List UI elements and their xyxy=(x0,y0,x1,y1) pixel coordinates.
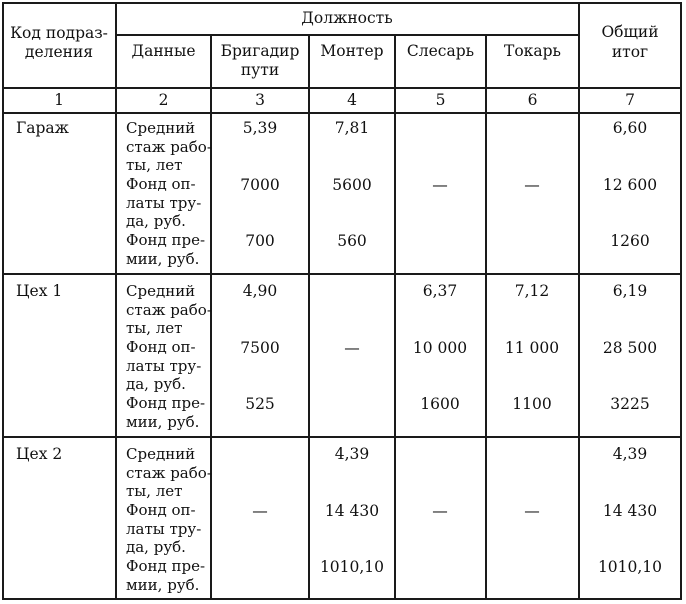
rule-group-2-bottom xyxy=(2,436,682,438)
table-cell: 525 xyxy=(245,395,275,413)
header-position-slesar: Слесарь xyxy=(406,42,475,60)
table-cell: 4,39 xyxy=(612,445,648,463)
rule-header-bottom xyxy=(2,87,682,89)
group-code: Цех 2 xyxy=(16,445,63,463)
table-cell: 28 500 xyxy=(602,339,658,357)
column-number: 7 xyxy=(625,91,635,109)
header-position-monter: Монтер xyxy=(320,42,384,60)
header-data: Данные xyxy=(131,42,196,60)
table-cell: 6,37 xyxy=(422,282,458,300)
rule-right xyxy=(680,2,682,600)
metric-label: Фонд оп- латы тру- да, руб. xyxy=(126,338,202,394)
metric-label: Фонд пре- мии, руб. xyxy=(126,394,206,431)
table-cell: 14 430 xyxy=(324,502,380,520)
table-cell: 1100 xyxy=(512,395,552,413)
table-cell: 11 000 xyxy=(504,339,560,357)
table-cell: 14 430 xyxy=(602,502,658,520)
table-cell: 10 000 xyxy=(412,339,468,357)
column-number: 2 xyxy=(158,91,169,109)
rule-position-group xyxy=(115,34,578,36)
rule-colnum-bottom xyxy=(2,112,682,114)
rule-top xyxy=(2,2,682,4)
column-number: 3 xyxy=(255,91,265,109)
table-cell: 560 xyxy=(337,232,367,250)
table-cell: — xyxy=(432,502,448,520)
group-code: Цех 1 xyxy=(16,282,63,300)
table-cell: 1260 xyxy=(610,232,650,250)
table-cell: 4,90 xyxy=(242,282,278,300)
metric-label: Фонд пре- мии, руб. xyxy=(126,231,206,268)
table-cell: 7,12 xyxy=(514,282,550,300)
table-cell: 7,81 xyxy=(334,119,370,137)
table-cell: 5600 xyxy=(332,176,372,194)
column-number: 6 xyxy=(527,91,538,109)
table-cell: 4,39 xyxy=(334,445,370,463)
header-position-tokar: Токарь xyxy=(504,42,561,60)
column-number: 4 xyxy=(347,91,357,109)
table-cell: — xyxy=(344,339,360,357)
table-cell: — xyxy=(524,176,540,194)
metric-label: Фонд пре- мии, руб. xyxy=(126,557,206,594)
metric-label: Средний стаж рабо- ты, лет xyxy=(126,282,212,338)
table-cell: 1010,10 xyxy=(597,558,663,576)
table-cell: 7500 xyxy=(240,339,280,357)
group-code: Гараж xyxy=(16,119,69,137)
rule-group-1-bottom xyxy=(2,273,682,275)
metric-label: Фонд оп- латы тру- да, руб. xyxy=(126,175,202,231)
header-position-brigadier: Бригадир пути xyxy=(220,42,300,79)
table-cell: 7000 xyxy=(240,176,280,194)
header-position-group: Должность xyxy=(301,9,393,27)
table-cell: 5,39 xyxy=(242,119,278,137)
column-number: 1 xyxy=(54,91,64,109)
table-cell: 6,60 xyxy=(612,119,648,137)
table-cell: 1010,10 xyxy=(319,558,385,576)
metric-label: Средний стаж рабо- ты, лет xyxy=(126,445,212,501)
table-cell: 3225 xyxy=(610,395,650,413)
table-cell: — xyxy=(432,176,448,194)
table-cell: 1600 xyxy=(420,395,460,413)
table-cell: 12 600 xyxy=(602,176,658,194)
table-cell: — xyxy=(524,502,540,520)
metric-label: Средний стаж рабо- ты, лет xyxy=(126,119,212,175)
column-number: 5 xyxy=(435,91,446,109)
table-cell: — xyxy=(252,502,268,520)
table-cell: 6,19 xyxy=(612,282,648,300)
header-code: Код подраз- деления xyxy=(10,24,108,61)
metric-label: Фонд оп- латы тру- да, руб. xyxy=(126,501,202,557)
table-cell: 700 xyxy=(245,232,275,250)
header-total: Общий итог xyxy=(601,23,659,61)
rule-bottom xyxy=(2,598,682,600)
